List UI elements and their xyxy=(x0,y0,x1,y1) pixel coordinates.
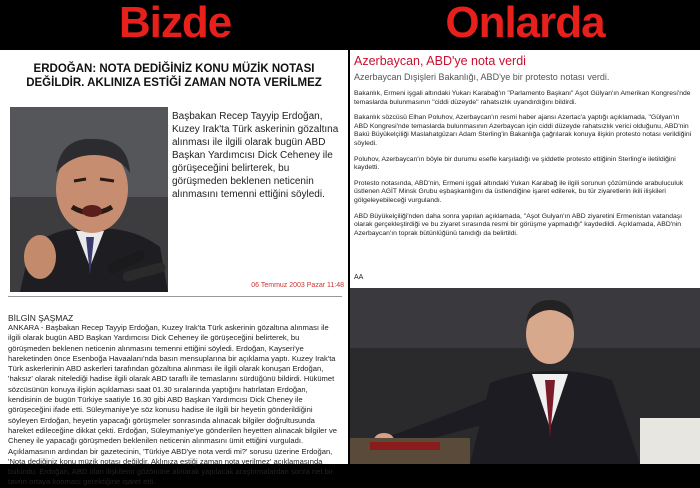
right-article-paragraph: Protesto notasında, ABD'nin, Ermeni işgali altındaki Yukarı Karabağ ile ilgili sorunun çözümünde arabuluculuk üstlenen AGİT Minsk Grubu eşbaşkanlığını da üstlendiğine işaret edilerek, bu tür ziyaretlerin ikili ilişkileri gölgeleyebileceği vurgulandı. xyxy=(354,179,684,204)
aliyev-photo-illustration xyxy=(350,288,700,464)
right-article-paragraph: Poluhov, Azerbaycan'ın böyle bir durumu esefle karşıladığı ve şiddetle protesto ettiğinin Sterling'e iletildiğini kaydetti. xyxy=(354,155,676,172)
right-article-title: Azerbaycan, ABD'ye nota verdi xyxy=(354,54,526,68)
left-article-author: BİLGİN ŞAŞMAZ xyxy=(8,313,74,323)
erdogan-photo-illustration xyxy=(10,107,168,292)
left-article-date: 06 Temmuz 2003 Pazar 11:48 xyxy=(251,282,344,289)
heading-bizde: Bizde xyxy=(118,0,232,47)
right-article-paragraph: Bakanlık, Ermeni işgali altındaki Yukarı Karabağ'ın "Parlamento Başkanı" Aşot Gülyan'ın Amerikan Kongresi'nde temaslarda bulunmasının "ciddi düzeyde" rahatsızlık uyandırdığını bildirdi. xyxy=(354,90,691,106)
left-article-body: ANKARA - Başbakan Recep Tayyip Erdoğan, Kuzey Irak'ta Türk askerinin gözaltına alınması ile ilgili olarak bugün ABD Başkan Yardımcısı Dick Ceheney ile görüşeceğini belirterek, bu görüşmeden beklenen neticenin alınmasını temenni ettiğini söyledi. Erdoğan, Kayseri'ye hareketinden önce Esenboğa Havaalanı'nda basın mensuplarına bir açıklama yaptı. Kuzey Irak'ta Türk askerlerinin ABD askerleri tarafından gözaltına alınması ile ilgili olarak konuşan Erdoğan, 'haksız' olarak nitelediği hadise ilgili olarak ABD taraflı ile temaslarını sürdüğünü bildirdi. Hükümet sözcüsünün konuya ilişkin açıklaması saat 01.30 sıralarında yaptığını hatırlatan Erdoğan, kendisinin de bugün Türkiye saatiyle 16.30 gibi ABD Başkan Yardımcısı Dick Cheney ile görüşeceğini ifade etti. Süleymaniye'ye söz konusu hadise ile ilgili bir heyetin gönderildiğini söyleyen Erdoğan, heyetin yapacağı görüşmeler sonrasında alınacak bilgiler doğrultusunda hareket edileceğine dikkat çekti. Erdoğan, Süleymaniye'ye gönderilen heyetten alınacak bilgiler ve Cheney ile yapacağı görüşmeden beklenilen neticenin alınmasını ümit ettiğini vurguladı. Açıklamasının ardından bir gazetecinin, 'Türkiye ABD'ye nota verdi mi?' sorusu üzerine Erdoğan, 'Nota dediğiniz konu müzik notası değildir. Aklınıza estiği zaman nota verilmez' açıklamasında bulundu. Erdoğan, ABD olan ilişkilerin gözönüne alınarak yapılacak araştırmalardan sonra net bir tavrın ortaya konması gerektiğine işaret etti. xyxy=(8,323,338,487)
erdogan-photo xyxy=(10,107,168,292)
aliyev-photo xyxy=(350,288,700,464)
right-article-body xyxy=(354,90,694,245)
right-article-subtitle: Azerbaycan Dışişleri Bakanlığı, ABD'ye bir protesto notası verdi. xyxy=(354,72,610,82)
right-article-paragraph: ABD Büyükelçiliği'nden daha sonra yapılan açıklamada, "Aşot Gulyan'ın ABD ziyaretini Ermenistan vatandaşı olarak gerçekleştirdiği ve bu ziyaret sırasında resmi bir görüşme yapmadığı" kaydedildi. Açıklamada, ABD'nin Azerbaycan'ın toprak bütünlüğünü tanıdığı da belirtildi. xyxy=(354,212,683,237)
left-article-divider xyxy=(8,296,342,297)
left-article-panel xyxy=(0,50,348,487)
left-article-title: ERDOĞAN: NOTA DEDİĞİNİZ KONU MÜZİK NOTASI DEĞİLDİR. AKLINIZA ESTİĞİ ZAMAN NOTA VERİLMEZ xyxy=(26,63,322,89)
heading-onlarda: Onlarda xyxy=(445,0,605,47)
left-article-lede: Başbakan Recep Tayyip Erdoğan, Kuzey Irak'ta Türk askerinin gözaltına alınması ile ilgili olarak bugün ABD Başkan Yardımcısı Dick Ceheney ile görüşeceğini belirterek, bu görüşmeden beklenen neticenin alınmasını temenni ettiğini söyledi. xyxy=(172,111,339,200)
right-article-panel xyxy=(350,50,700,288)
right-article-paragraph: Bakanlık sözcüsü Elhan Poluhov, Azerbaycan'ın resmi haber ajansı Azertac'a yaptığı açıklamada, "Gülyan'ın ABD Kongresi'nde temaslarda bulunmasının Azerbaycan için ciddi düzeyde rahatsızlık verici olduğunu, ABD'nin Bakü Büyükelçiliği Maslahatgüzarı Adam Sterling'in Bakanlığa çağrılarak konuya ilişkin protesto notası verildiğini söyledi. xyxy=(354,114,692,147)
right-article-source: AA xyxy=(354,274,364,281)
